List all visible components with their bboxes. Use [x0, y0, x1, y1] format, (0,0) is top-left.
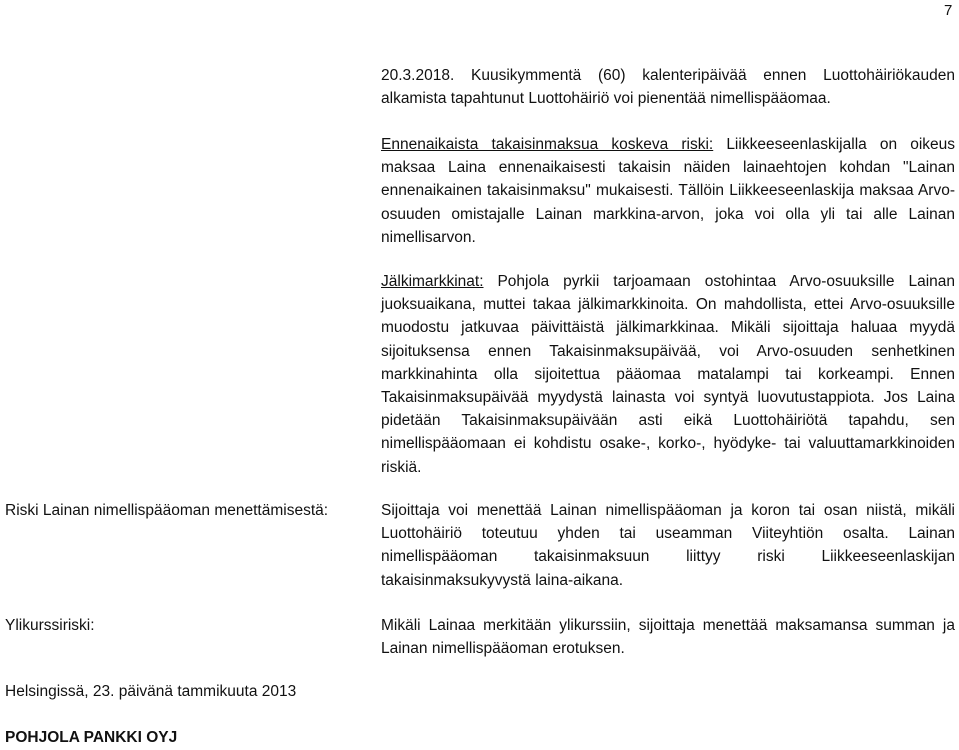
paragraph-principal-loss-risk — [381, 499, 955, 592]
signature-signer: POHJOLA PANKKI OYJ — [5, 729, 178, 746]
paragraph-text: Pohjola pyrkii tarjoamaan ostohintaa Arvo-osuuksille Lainan juoksuaikana, muttei takaa jälkimarkkinoita. On mahdollista, ettei Arvo-osuuksille muodostu jatkuvaa päivittäistä jälkimarkkinaa. Mikäli sijoittaja haluaa myydä sijoituksensa ennen Takaisinmaksupäivää, voi Arvo-osuuden senhetkinen markkinahinta olla sijoitettua pääomaa matalampi tai korkeampi. Ennen Takaisinmaksupäivää myydystä lainasta voi syntyä luovutustappiota. Jos Laina pidetään Takaisinmaksupäivään asti eikä Luottohäiriötä tapahdu, sen nimellispääomaan ei kohdistu osake-, korko-, hyödyke- tai valuuttamarkkinoiden riskiä. — [381, 273, 955, 476]
paragraph-lead: Ennenaikaista takaisinmaksua koskeva riski: — [381, 136, 714, 153]
paragraph-secondary-market — [381, 270, 955, 479]
paragraph-credit-event — [381, 64, 955, 110]
signature-place-date: Helsingissä, 23. päivänä tammikuuta 2013 — [5, 683, 297, 700]
label-premium-risk: Ylikurssiriski: — [5, 617, 95, 634]
paragraph-text: 20.3.2018. Kuusikymmentä (60) kalenteripäivää ennen Luottohäiriökauden alkamista tapahtunut Luottohäiriö voi pienentää nimellispääomaa. — [381, 67, 955, 108]
paragraph-lead: Jälkimarkkinat: — [381, 273, 484, 290]
label-principal-loss-risk: Riski Lainan nimellispääoman menettämisestä: — [5, 502, 329, 519]
paragraph-text: Liikkeeseenlaskijalla on oikeus maksaa Laina ennenaikaisesti takaisin näiden lainaehtojen kohdan "Lainan ennenaikainen takaisinmaksu" mukaisesti. Tällöin Liikkeeseenlaskija maksaa Arvo-osuuden omistajalle Lainan markkina-arvon, joka voi olla yli tai alle Lainan nimellisarvon. — [381, 136, 955, 246]
paragraph-premium-risk — [381, 614, 955, 660]
paragraph-text: Mikäli Lainaa merkitään ylikurssiin, sijoittaja menettää maksamansa summan ja Lainan nimellispääoman erotuksen. — [381, 617, 955, 658]
page-number: 7 — [944, 2, 953, 19]
paragraph-early-redemption — [381, 133, 955, 249]
paragraph-text: Sijoittaja voi menettää Lainan nimellispääoman ja koron tai osan niistä, mikäli Luottohäiriö toteutuu yhden tai useamman Viiteyhtiön osalta. Lainan nimellispääoman takaisinmaksuun liittyy riski Liikkeeseenlaskijan takaisinmaksukyvystä laina-aikana. — [381, 502, 955, 589]
